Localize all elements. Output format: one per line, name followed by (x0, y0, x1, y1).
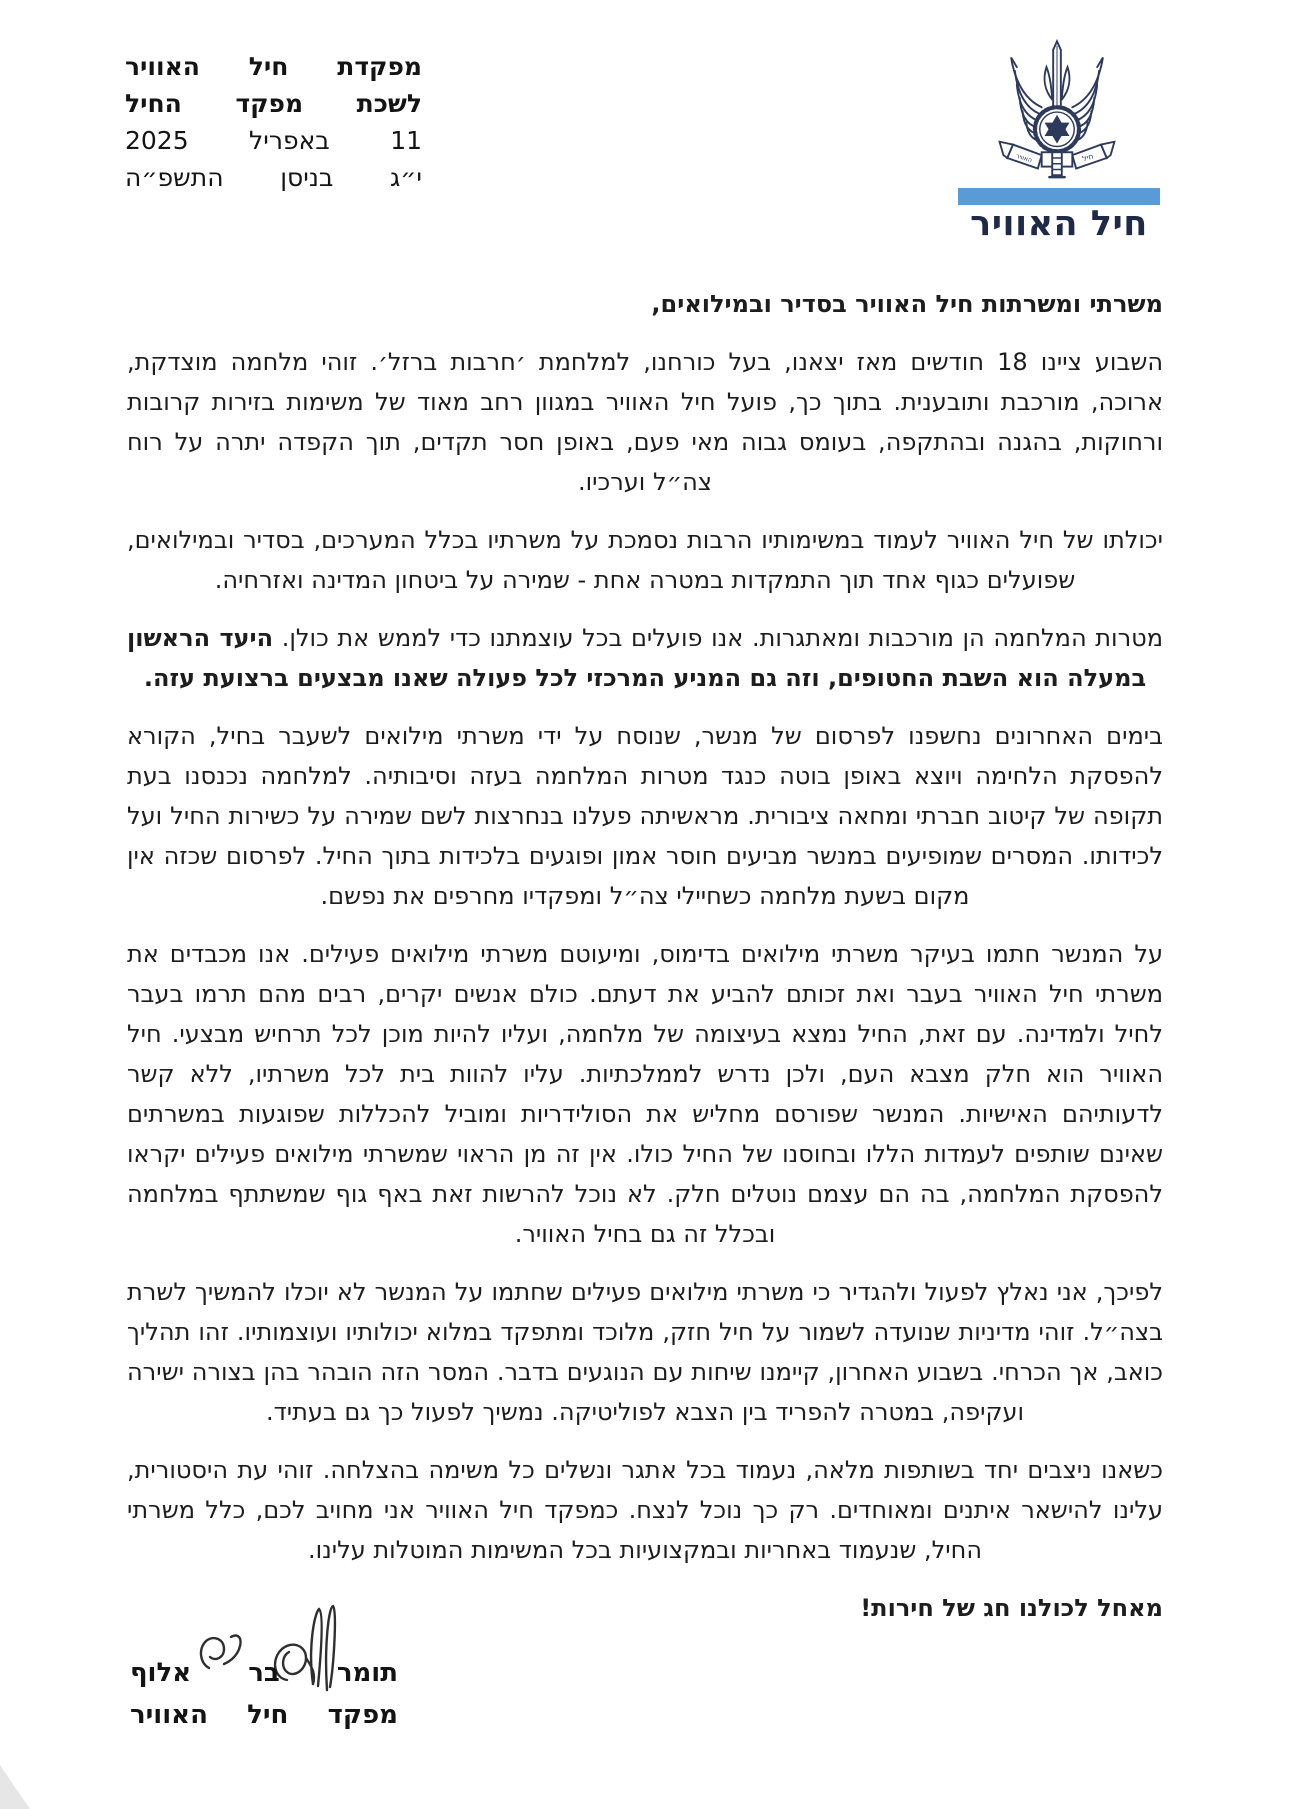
date-gregorian: 11 באפריל 2025 (125, 126, 422, 155)
closing-wish: מאחל לכולנו חג של חירות! (860, 1594, 1163, 1622)
paragraph-5-text: על המנשר חתמו בעיקר משרתי מילואים בדימוס, ומיעוטם משרתי מילואים פעילים. אנו מכבדים את משרתי חיל האוויר בעבר ואת זכותם להביע את דעתם. כולם אנשים יקרים, רבים מהם תרמו בעבר לחיל ולמדינה. עם זאת, החיל נמצא בעיצומה של מלחמה, ועליו להיות מוכן לכל תרחיש מבצעי. חיל האוויר הוא חלק מצבא העם, ולכן נדרש לממלכתיות. עליו להוות בית לכל משרתיו, ללא קשר לדעותיהם האישיות. המנשר שפורסם מחליש את הסולידריות ומוביל להכללות שפוגעות במשרתים שאינם שותפים לעמדות הללו ובחוסנו של החיל כולו. אין זה מן הראוי שמשרתי מילואים פעילים יקראו להפסקת המלחמה, בה הם עצמם נוטלים חלק. לא נוכל להרשות זאת באף גוף שמשתתף במלחמה ובכלל זה גם בחיל האוויר. (127, 940, 1163, 1248)
air-force-logo-text: חיל האוויר (970, 204, 1148, 244)
paragraph-6-text: לפיכך, אני נאלץ לפעול ולהגדיר כי משרתי מילואים פעילים שחתמו על המנשר לא יוכלו להמשיך לשרת בצה״ל. זוהי מדיניות שנועדה לשמור על חיל חזק, מלוכד ומתפקד במלוא יכולותיו ועוצמותיו. זהו תהליך כואב, אך הכרחי. בשבוע האחרון, קיימנו שיחות עם הנוגעים בדבר. המסר הזה הובהר בהן בצורה ישירה ועקיפה, במטרה להפריד בין הצבא לפוליטיקה. נמשיך לפעול כך גם בעתיד. (127, 1278, 1163, 1426)
sword-hilt (1049, 152, 1064, 177)
paragraph-6 (127, 1272, 1163, 1432)
scan-corner-shadow (0, 1765, 30, 1809)
paragraph-2-text: יכולתו של חיל האוויר לעמוד במשימותיו הרבות נסמכת על משרתיו בכלל המערכים, בסדיר ובמילואים, שפועלים כגוף אחד תוך התמקדות במטרה אחת - שמירה על ביטחון המדינה ואזרחיה. (127, 526, 1163, 594)
paragraph-1 (127, 342, 1163, 502)
paragraph-3 (127, 618, 1163, 698)
sword-icon (1053, 41, 1061, 107)
office-line-hq: מפקדת חיל האוויר (125, 52, 422, 81)
letterhead-office-block (125, 48, 422, 196)
ribbon-text-left: האוויר (1015, 152, 1033, 165)
signatory-name-rank: תומר בר אלוף (130, 1658, 398, 1688)
date-hebrew: י״ג בניסן התשפ״ה (125, 163, 422, 192)
air-force-emblem-icon (990, 38, 1124, 192)
salutation: משרתי ומשרתות חיל האוויר בסדיר ובמילואים, (651, 290, 1163, 318)
letter-body (127, 284, 1163, 1628)
ribbon-text-right: חיל (1081, 151, 1095, 164)
leaf-left (1045, 67, 1053, 100)
office-line-bureau: לשכת מפקד החיל (125, 89, 422, 118)
paragraph-7 (127, 1450, 1163, 1570)
paragraph-7-text: כשאנו ניצבים יחד בשותפות מלאה, נעמוד בכל אתגר ונשלים כל משימה בהצלחה. זוהי עת היסטורית, עלינו להישאר איתנים ומאוחדים. רק כך נוכל לנצח. כמפקד חיל האוויר אני מחויב לכם, כלל משרתי החיל, שנעמוד באחריות ובמקצועיות בכל המשימות המוטלות עלינו. (127, 1456, 1163, 1564)
signature-block (130, 1652, 398, 1736)
paragraph-1-text: השבוע ציינו 18 חודשים מאז יצאנו, בעל כורחנו, למלחמת ׳חרבות ברזל׳. זוהי מלחמה מוצדקת, ארוכה, מורכבת ותובענית. בתוך כך, פועל חיל האוויר במגוון רחב מאוד של משימות בזירות קרובות ורחוקות, בהגנה ובהתקפה, בעומס גבוה מאי פעם, באופן חסר תקדים, תוך הקפדה יתרה על רוח צה״ל וערכיו. (127, 348, 1164, 496)
paragraph-4-text: בימים האחרונים נחשפנו לפרסום של מנשר, שנוסח על ידי משרתי מילואים לשעבר בחיל, הקורא להפסקת הלחימה ויוצא באופן בוטה כנגד מטרות המלחמה בעזה וסיבותיה. למלחמה נכנסנו בעת תקופה של קיטוב חברתי ומחאה ציבורית. מראשיתה פעלנו בנחרצות לשם שמירה על כשירות החיל ועל לכידותו. המסרים שמופיעים במנשר מביעים חוסר אמון ופוגעים בלכידות בתוך החיל. לפרסום שכזה אין מקום בשעת מלחמה כשחיילי צה״ל ומפקדיו מחרפים את נפשם. (127, 722, 1163, 910)
paragraph-3-bold: היעד הראשון במעלה הוא השבת החטופים, וזה גם המניע המרכזי לכל פעולה שאנו מבצעים ברצועת עזה. (127, 624, 1147, 692)
signatory-title: מפקד חיל האוויר (130, 1700, 398, 1730)
logo-blue-bar (958, 188, 1160, 205)
paragraph-4 (127, 716, 1163, 916)
leaf-right (1062, 67, 1070, 100)
paragraph-5 (127, 934, 1163, 1254)
paragraph-2 (127, 520, 1163, 600)
paragraph-3-text: מטרות המלחמה הן מורכבות ומאתגרות. אנו פועלים בכל עוצמתנו כדי לממש את כולן. (273, 624, 1163, 652)
